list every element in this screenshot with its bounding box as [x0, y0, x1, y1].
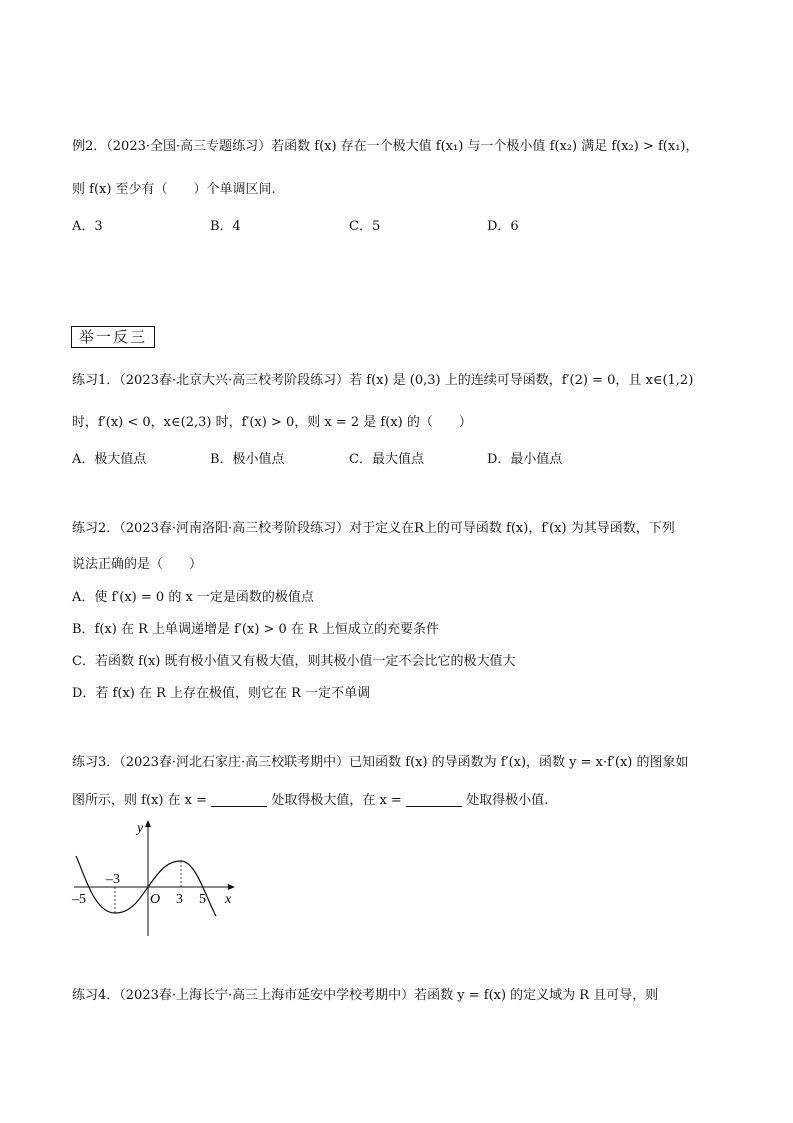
example2-line1: 例2．（2023·全国·高三专题练习）若函数 f(x) 存在一个极大值 f(x₁) 与一个极小值 f(x₂) 满足 f(x₂) > f(x₁)， — [72, 139, 699, 154]
exercise4-line1: 练习4．（2023春·上海长宁·高三上海市延安中学校考期中）若函数 y = f(x) 的定义域为 R 且可导，则 — [72, 988, 659, 1003]
tick-label-minus-5: –5 — [72, 892, 86, 907]
example2-option-b: B．4 — [210, 219, 241, 234]
tick-label-5: 5 — [199, 892, 206, 907]
exercise3-line2 — [72, 791, 548, 811]
exercise1-line1: 练习1．（2023春·北京大兴·高三校考阶段练习）若 f(x) 是 (0,3) 上的连续可导函数，f′(2) = 0，且 x∈(1,2) — [72, 373, 694, 388]
tick-label-minus-3: –3 — [106, 872, 120, 887]
origin-label: O — [150, 892, 161, 907]
answer-blank-min[interactable] — [406, 792, 462, 807]
section-tag: 举一反三 — [71, 326, 155, 348]
exercise1-option-c: C．最大值点 — [349, 452, 424, 467]
curve — [76, 856, 216, 916]
tick-label-3: 3 — [176, 892, 183, 907]
example2-line2: 则 f(x) 至少有（ ）个单调区间. — [72, 182, 276, 197]
exercise3-line1: 练习3．（2023春·河北石家庄·高三校联考期中）已知函数 f(x) 的导函数为 f′(x)，函数 y = x·f′(x) 的图象如 — [72, 755, 689, 770]
example2-option-c: C．5 — [349, 219, 381, 234]
exercise3-line2-part-a: 图所示，则 f(x) 在 x = — [72, 793, 208, 808]
exercise2-option-b: B．f(x) 在 R 上单调递增是 f′(x) > 0 在 R 上恒成立的充要条件 — [72, 622, 440, 637]
exercise3-line2-part-c: 处取得极小值. — [466, 793, 549, 808]
example2-option-a: A．3 — [72, 219, 103, 234]
exercise2-option-c: C．若函数 f(x) 既有极小值又有极大值，则其极小值一定不会比它的极大值大 — [72, 654, 516, 669]
exercise1-option-d: D．最小值点 — [487, 452, 563, 467]
y-axis-arrow — [145, 820, 151, 827]
function-graph — [70, 818, 240, 940]
exercise1-line2: 时，f′(x) < 0，x∈(2,3) 时，f′(x) > 0，则 x = 2 是 f(x) 的（ ） — [72, 415, 472, 430]
exercise2-option-a: A．使 f′(x) = 0 的 x 一定是函数的极值点 — [72, 590, 314, 605]
y-axis-label: y — [137, 821, 144, 836]
exercise1-option-b: B．极小值点 — [210, 452, 285, 467]
answer-blank-max[interactable] — [211, 792, 267, 807]
exercise3-line2-part-b: 处取得极大值，在 x = — [271, 793, 402, 808]
exercise2-line2: 说法正确的是（ ） — [72, 557, 203, 572]
exercise2-option-d: D．若 f(x) 在 R 上存在极值，则它在 R 一定不单调 — [72, 686, 371, 701]
example2-option-d: D．6 — [487, 219, 519, 234]
exercise1-option-a: A．极大值点 — [72, 452, 147, 467]
exercise2-line1: 练习2．（2023春·河南洛阳·高三校考阶段练习）对于定义在R上的可导函数 f(x)，f′(x) 为其导函数，下列 — [72, 521, 675, 536]
x-axis-label: x — [225, 892, 232, 907]
x-axis-arrow — [228, 884, 235, 890]
